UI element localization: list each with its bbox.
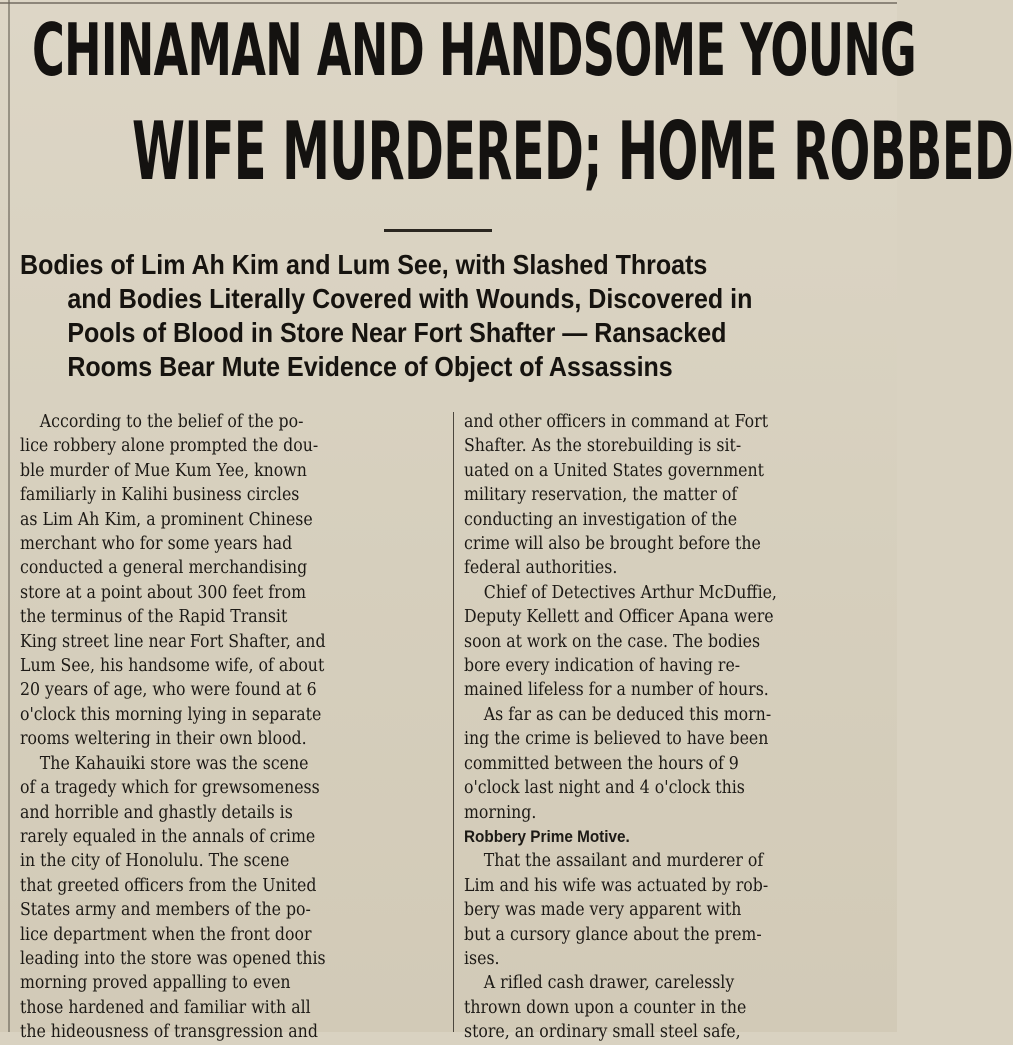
section-subhead: Robbery Prime Motive. <box>464 826 630 846</box>
body-line: rarely equaled in the annals of crime <box>20 826 316 847</box>
body-line: rooms weltering in their own blood. <box>20 729 307 750</box>
headline-line-2: WIFE MURDERED; HOME ROBBED <box>132 105 1013 198</box>
deck-line: Rooms Bear Mute Evidence of Object of Assassins <box>67 351 673 382</box>
body-line: o'clock last night and 4 o'clock this <box>464 778 745 799</box>
body-line: the hideousness of transgression and <box>20 1022 318 1043</box>
body-line: uated on a United States government <box>464 460 764 481</box>
body-line: That the assailant and murderer of <box>483 851 764 872</box>
headline-divider <box>384 229 492 232</box>
body-line: mained lifeless for a number of hours. <box>464 680 769 701</box>
body-line: lice department when the front door <box>20 924 312 945</box>
body-line: store at a point about 300 feet from <box>20 582 307 603</box>
page-top-border <box>0 2 897 4</box>
body-line: merchant who for some years had <box>20 534 293 555</box>
headline-line-1: CHINAMAN AND HANDSOME YOUNG <box>32 8 917 92</box>
deck-line: Bodies of Lim Ah Kim and Lum See, with Slashed Throats <box>20 249 708 280</box>
body-line: that greeted officers from the United <box>20 875 317 896</box>
body-line: Deputy Kellett and Officer Apana were <box>464 607 774 628</box>
body-line: lice robbery alone prompted the dou- <box>20 436 319 457</box>
body-line: leading into the store was opened this <box>20 948 326 969</box>
body-line: conducting an investigation of the <box>464 509 738 530</box>
subheadline-deck <box>20 248 880 384</box>
body-line: committed between the hours of 9 <box>464 753 739 774</box>
body-line: thrown down upon a counter in the <box>464 997 747 1018</box>
body-line: military reservation, the matter of <box>464 485 738 506</box>
body-line: those hardened and familiar with all <box>20 997 311 1018</box>
page-left-border <box>8 0 10 1032</box>
body-line: Shafter. As the storebuilding is sit- <box>464 436 742 457</box>
body-line: ises. <box>464 948 500 969</box>
body-line: crime will also be brought before the <box>464 534 761 555</box>
body-line: morning. <box>464 802 537 823</box>
body-line: Lim and his wife was actuated by rob- <box>464 875 769 896</box>
body-line: conducted a general merchandising <box>20 558 308 579</box>
body-line: ing the crime is believed to have been <box>464 729 769 750</box>
body-line: States army and members of the po- <box>20 900 311 921</box>
body-line: morning proved appalling to even <box>20 973 291 994</box>
body-line: in the city of Honolulu. The scene <box>20 851 290 872</box>
body-line: bery was made very apparent with <box>464 900 742 921</box>
body-line: of a tragedy which for grewsomeness <box>20 778 320 799</box>
body-line: A rifled cash drawer, carelessly <box>483 973 735 994</box>
body-line: According to the belief of the po- <box>39 412 304 432</box>
body-line: Lum See, his handsome wife, of about <box>20 656 325 677</box>
body-line: bore every indication of having re- <box>464 656 741 677</box>
body-line: The Kahauiki store was the scene <box>39 753 309 774</box>
body-line: but a cursory glance about the prem- <box>464 924 762 945</box>
body-line: federal authorities. <box>464 558 618 579</box>
body-line: As far as can be deduced this morn- <box>483 704 772 725</box>
body-line: o'clock this morning lying in separate <box>20 704 322 725</box>
body-line: the terminus of the Rapid Transit <box>20 607 288 628</box>
body-line: Chief of Detectives Arthur McDuffie, <box>483 582 777 603</box>
body-line: King street line near Fort Shafter, and <box>20 631 326 652</box>
body-line: ble murder of Mue Kum Yee, known <box>20 460 307 481</box>
deck-line: and Bodies Literally Covered with Wounds, Discovered in <box>67 283 753 314</box>
article-column-left <box>20 410 444 1045</box>
body-line: and horrible and ghastly details is <box>20 802 293 823</box>
body-line: store, an ordinary small steel safe, <box>464 1022 741 1043</box>
body-line: 20 years of age, who were found at 6 <box>20 680 317 701</box>
body-line: and other officers in command at Fort <box>464 412 769 432</box>
column-divider <box>453 412 454 1032</box>
deck-line: Pools of Blood in Store Near Fort Shafter — Ransacked <box>67 317 727 348</box>
body-line: as Lim Ah Kim, a prominent Chinese <box>20 509 313 530</box>
article-column-right <box>464 410 888 1045</box>
body-line: familiarly in Kalihi business circles <box>20 485 300 506</box>
body-line: soon at work on the case. The bodies <box>464 631 761 652</box>
